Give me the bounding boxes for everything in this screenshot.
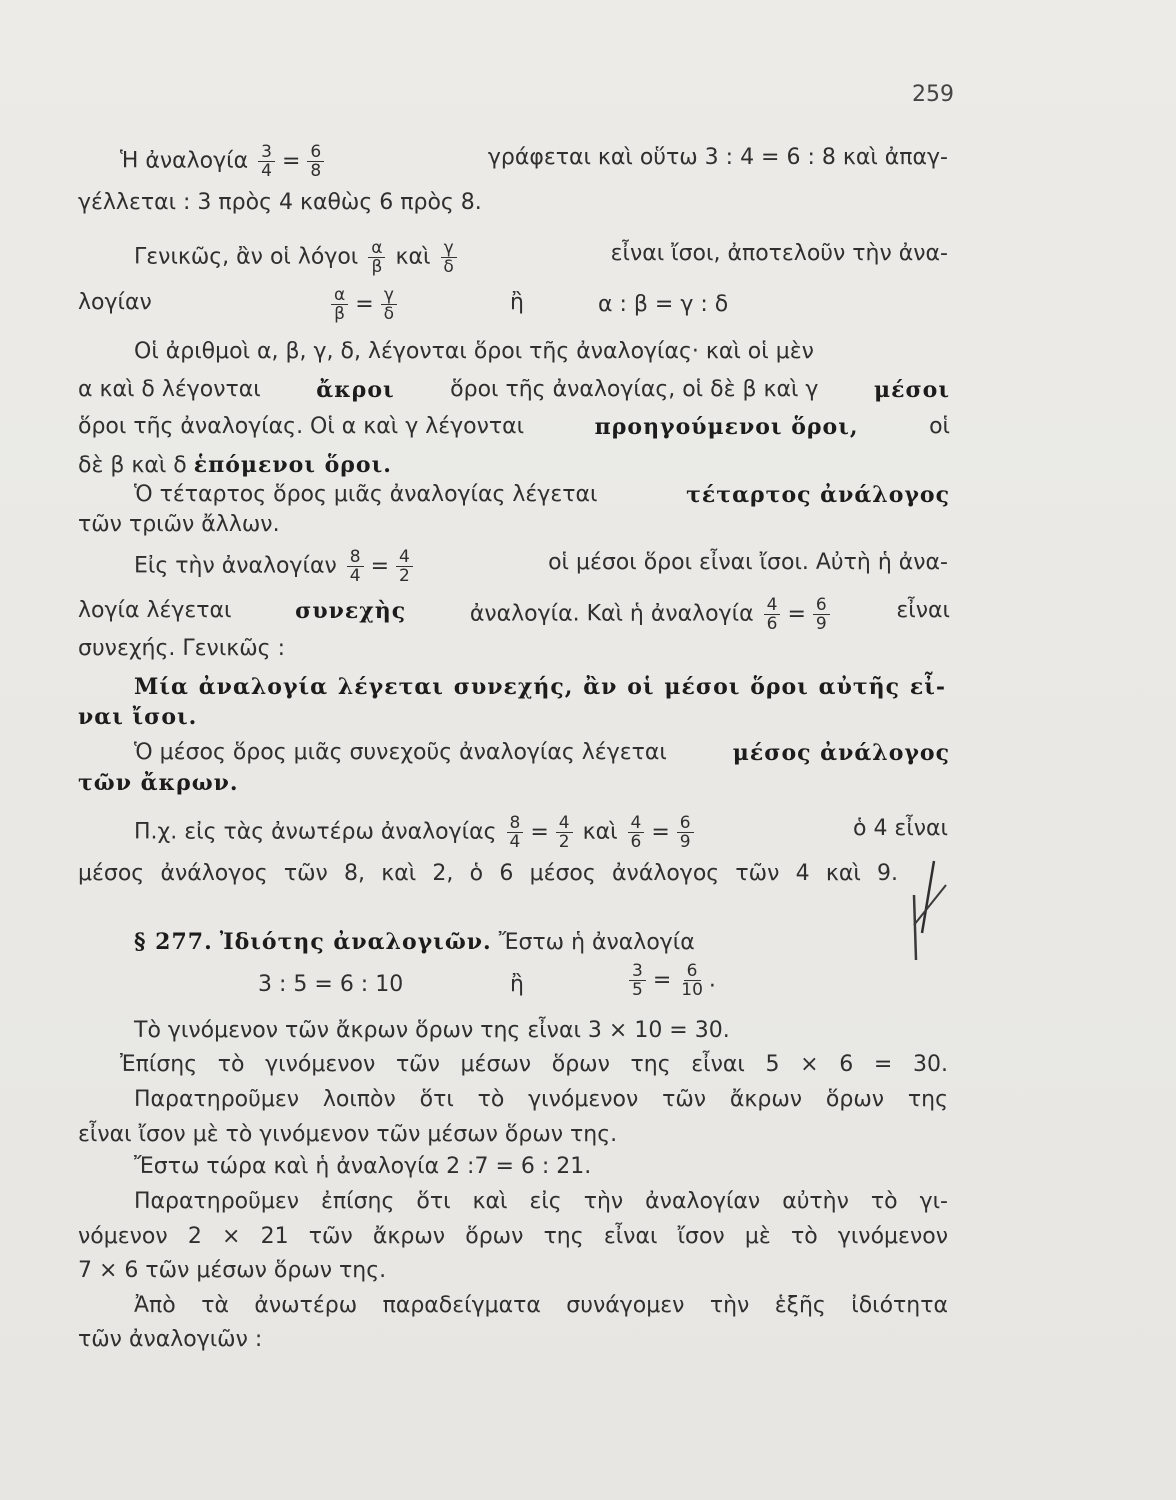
text-line-5: Οἱ ἀριθμοὶ α, β, γ, δ, λέγονται ὅροι τῆς ἀναλογίας· καὶ οἱ μὲν bbox=[134, 339, 814, 364]
text-line-28: νόμενον 2 × 21 τῶν ἄκρων ὅρων της εἶναι ἴσον μὲ τὸ γινόμενον bbox=[78, 1224, 948, 1249]
proportion-alpha-beta: $\frac{\alpha}{\beta}$ = $\frac{\gamma}{\delta}$ bbox=[328, 286, 400, 323]
text-line-13: συνεχής. Γενικῶς : bbox=[78, 636, 285, 661]
text-line-3: Γενικῶς, ἂν οἱ λόγοι $\frac{\alpha}{\beta}$ καὶ $\frac{\gamma}{\delta}$ εἶναι ἴσοι, ἀποτελοῦν τὴν ἀνα- bbox=[134, 238, 948, 277]
text-line-10: τῶν τριῶν ἄλλων. bbox=[78, 512, 280, 537]
fraction-4-6: $\frac{4}{6}$ bbox=[764, 596, 781, 633]
handwritten-cross-mark bbox=[900, 855, 960, 965]
page-number: 259 bbox=[912, 82, 954, 107]
text-line-1: Ἡ ἀναλογία $\frac{3}{4}$ = $\frac{6}{8}$ γράφεται καὶ οὕτω 3 : 4 = 6 : 8 καὶ ἀπαγ- bbox=[120, 142, 948, 181]
text-line-7: ὅροι τῆς ἀναλογίας. Οἱ α καὶ γ λέγονται προηγούμενοι ὅροι, οἱ bbox=[78, 414, 950, 440]
text-line-25: εἶναι ἴσον μὲ τὸ γινόμενον τῶν μέσων ὅρων της. bbox=[78, 1122, 618, 1147]
text-line-11: Εἰς τὴν ἀναλογίαν $\frac{8}{4}$ = $\frac{4}{2}$ οἱ μέσοι ὅροι εἶναι ἴσοι. Αὐτὴ ἡ ἀνα- bbox=[134, 547, 948, 586]
text-line-31: τῶν ἀναλογιῶν : bbox=[78, 1327, 263, 1352]
definition-line-2: ναι ἴσοι. bbox=[78, 704, 198, 730]
text-line-17: τῶν ἄκρων. bbox=[78, 770, 239, 796]
fraction-proportion-3-5: $\frac{3}{5}$ = $\frac{6}{10}$ . bbox=[626, 962, 716, 999]
text-line-19: μέσος ἀνάλογος τῶν 8, καὶ 2, ὁ 6 μέσος ἀνάλογος τῶν 4 καὶ 9. bbox=[78, 861, 898, 886]
fraction-gamma-delta: $\frac{\gamma}{\delta}$ bbox=[440, 239, 456, 276]
fraction-8-4: $\frac{8}{4}$ bbox=[347, 548, 364, 585]
fraction-4-6-b: $\frac{4}{6}$ bbox=[628, 814, 645, 851]
text-line-2: γέλλεται : 3 πρὸς 4 καθὼς 6 πρὸς 8. bbox=[78, 190, 482, 215]
text-line-4: λογίαν bbox=[78, 290, 152, 315]
fraction-3-4: $\frac{3}{4}$ bbox=[258, 143, 275, 180]
fraction-6-8: $\frac{6}{8}$ bbox=[307, 143, 324, 180]
text-line-18: Π.χ. εἰς τὰς ἀνωτέρω ἀναλογίας $\frac{8}{4}$ = $\frac{4}{2}$ καὶ $\frac{4}{6}$ = $\frac{6}{9}$ ὁ 4 εἶναι bbox=[134, 813, 948, 852]
text-line-29: 7 × 6 τῶν μέσων ὅρων της. bbox=[78, 1258, 387, 1283]
fraction-4-2: $\frac{4}{2}$ bbox=[396, 548, 413, 585]
text-line-16: Ὁ μέσος ὅρος μιᾶς συνεχοῦς ἀναλογίας λέγεται μέσος ἀνάλογος bbox=[134, 740, 950, 766]
text-line-12: λογία λέγεται συνεχὴς ἀναλογία. Καὶ ἡ ἀναλογία $\frac{4}{6}$ = $\frac{6}{9}$ εἶναι bbox=[78, 595, 950, 634]
text-line-27: Παρατηροῦμεν ἐπίσης ὅτι καὶ εἰς τὴν ἀναλογίαν αὐτὴν τὸ γι- bbox=[134, 1189, 948, 1214]
fraction-8-4-b: $\frac{8}{4}$ bbox=[507, 814, 524, 851]
text-line-22: Τὸ γινόμενον τῶν ἄκρων ὅρων της εἶναι 3 × 10 = 30. bbox=[134, 1018, 730, 1043]
text-line-24: Παρατηροῦμεν λοιπὸν ὅτι τὸ γινόμενον τῶν ἄκρων ὅρων της bbox=[134, 1087, 948, 1112]
fraction-alpha-beta: $\frac{\alpha}{\beta}$ bbox=[368, 239, 385, 276]
text-line-26: Ἔστω τώρα καὶ ἡ ἀναλογία 2 :7 = 6 : 21. bbox=[134, 1154, 592, 1179]
definition-line-1: Μία ἀναλογία λέγεται συνεχής, ἂν οἱ μέσοι ὅροι αὐτῆς εἶ- bbox=[134, 674, 946, 700]
text-line-9: Ὁ τέταρτος ὅρος μιᾶς ἀναλογίας λέγεται τέταρτος ἀνάλογος bbox=[134, 482, 950, 508]
text-line-30: Ἀπὸ τὰ ἀνωτέρω παραδείγματα συνάγομεν τὴν ἑξῆς ἰδιότητα bbox=[134, 1293, 948, 1318]
fraction-4-2-b: $\frac{4}{2}$ bbox=[556, 814, 573, 851]
book-page: 259 Ἡ ἀναλογία $\frac{3}{4}$ = $\frac{6}{8}$ γράφεται καὶ οὕτω 3 : 4 = 6 : 8 καὶ ἀπαγ- γέλλεται : 3 πρὸς 4 καθὼς 6 πρὸς 8. Γενικῶς, ἂν οἱ λόγοι $\frac{\alpha}{\beta}$ καὶ $\frac{\gamma}{\delta}$ εἶναι ἴσοι, ἀποτελοῦν τὴν ἀνα- λογίαν $\frac{\alpha}{\beta}$ = $\frac{\gamma}{\delta}$ ἢ α : β = γ : δ Οἱ ἀριθμοὶ α, β, γ, δ, λέγονται ὅροι τῆς ἀναλογίας· καὶ οἱ μὲν α καὶ δ λέγονται ἄκροι ὅροι τῆς ἀναλογίας, οἱ δὲ β καὶ γ μέσοι ὅροι τῆς ἀναλογίας. Οἱ α καὶ γ λέγονται προηγούμενοι ὅροι, οἱ δὲ β καὶ δ ἑπόμενοι ὅροι. Ὁ τέταρτος ὅρος μιᾶς ἀναλογίας λέγεται τέταρτος ἀνάλογος τῶν τριῶν ἄλλων. Εἰς τὴν ἀναλογίαν $\frac{8}{4}$ = $\frac{4}{2}$ οἱ μέσοι ὅροι εἶναι ἴσοι. Αὐτὴ ἡ ἀνα- λογία λέγεται συνεχὴς ἀναλογία. Καὶ ἡ ἀναλογία $\frac{4}{6}$ = $\frac{6}{9}$ εἶναι συνεχής. Γενικῶς : Μία ἀναλογία λέγεται συνεχής, ἂν οἱ μέσοι ὅροι αὐτῆς εἶ- ναι ἴσοι. Ὁ μέσος ὅρος μιᾶς συνεχοῦς ἀναλογίας λέγεται μέσος ἀνάλογος τῶν ἄκρων. Π.χ. εἰς τὰς ἀνωτέρω ἀναλογίας $\frac{8}{4}$ = $\frac{4}{2}$ καὶ $\frac{4}{6}$ = $\frac{6}{9}$ ὁ 4 εἶναι μέσος ἀνάλογος τῶν 8, καὶ 2, ὁ 6 μέσος ἀνάλογος τῶν 4 καὶ 9. § 277. Ἰδιότης ἀναλογιῶν. Ἔστω ἡ ἀναλογία 3 : 5 = 6 : 10 ἢ $\frac{3}{5}$ = $\frac{6}{10}$ . Τὸ γινόμενον τῶν ἄκρων ὅρων της εἶναι 3 × 10 = 30. Ἐπίσης τὸ γινόμενον τῶν μέσων ὅρων της εἶναι 5 × 6 = 30. Παρατηροῦμεν λοιπὸν ὅτι τὸ γινόμενον τῶν ἄκρων ὅρων της εἶναι ἴσον μὲ τὸ γινόμενον τῶν μέσων ὅρων της. Ἔστω τώρα καὶ ἡ ἀναλογία 2 :7 = 6 : 21. Παρατηροῦμεν ἐπίσης ὅτι καὶ εἰς τὴν ἀναλογίαν αὐτὴν τὸ γι- νόμενον 2 × 21 τῶν ἄκρων ὅρων της εἶναι ἴσον μὲ τὸ γινόμενον 7 × 6 τῶν μέσων ὅρων της. Ἀπὸ τὰ ἀνωτέρω παραδείγματα συνάγομεν τὴν ἑξῆς ἰδιότητα τῶν ἀναλογιῶν : bbox=[0, 0, 1176, 1500]
text-line-6: α καὶ δ λέγονται ἄκροι ὅροι τῆς ἀναλογίας, οἱ δὲ β καὶ γ μέσοι bbox=[78, 377, 950, 403]
proportion-3-5-6-10: 3 : 5 = 6 : 10 bbox=[258, 972, 404, 997]
fraction-6-9: $\frac{6}{9}$ bbox=[813, 596, 830, 633]
section-277-heading: § 277. Ἰδιότης ἀναλογιῶν. Ἔστω ἡ ἀναλογία bbox=[134, 929, 695, 955]
text-line-8: δὲ β καὶ δ ἑπόμενοι ὅροι. bbox=[78, 452, 392, 478]
fraction-6-9-b: $\frac{6}{9}$ bbox=[677, 814, 694, 851]
text-line-23: Ἐπίσης τὸ γινόμενον τῶν μέσων ὅρων της εἶναι 5 × 6 = 30. bbox=[120, 1052, 948, 1077]
